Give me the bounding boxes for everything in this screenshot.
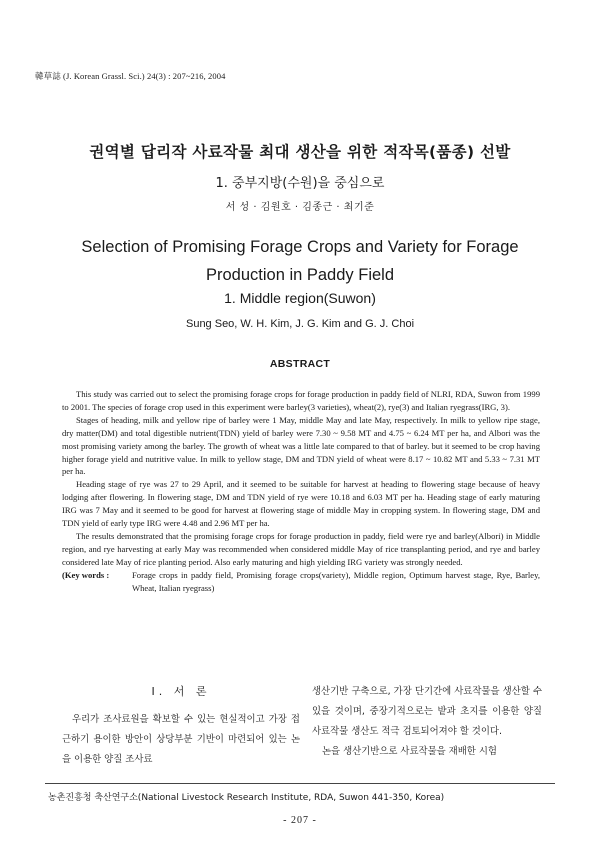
keywords-text: Forage crops in paddy field, Promising forage crops(variety), Middle region, Optimum harvest stage, Rye, Barley, Wheat, Italian ryegrass) bbox=[132, 569, 540, 593]
title-english-line-1: Selection of Promising Forage Crops and Variety for Forage bbox=[81, 238, 519, 256]
abstract-body bbox=[62, 388, 540, 595]
body-paragraph: 생산기반 구축으로, 가장 단기간에 사료작물을 생산할 수 있을 것이며, 중장기적으로는 밭과 초지를 이용한 양질 사료작물 생산도 적극 검토되어져야 할 것이다. bbox=[312, 686, 542, 737]
keywords bbox=[62, 569, 540, 595]
footnote-divider bbox=[45, 783, 555, 784]
title-english-line-2: Production in Paddy Field bbox=[205, 266, 395, 284]
page-number: - 207 - bbox=[283, 815, 317, 826]
paper-title-korean: 권역별 답리작 사료작물 최대 생산을 위한 적작목(품종) 선발 bbox=[89, 143, 511, 161]
body-column-right bbox=[312, 682, 542, 762]
body-paragraph: 우리가 조사료원을 확보할 수 있는 현실적이고 가장 접근하기 용이한 방안이 상당부분 기반이 마련되어 있는 논을 이용한 양질 조사료 bbox=[62, 714, 300, 765]
authors-english: Sung Seo, W. H. Kim, J. G. Kim and G. J. Choi bbox=[185, 318, 415, 330]
section-heading-introduction: Ⅰ. 서 론 bbox=[151, 685, 211, 698]
affiliation-footnote: 농촌진흥청 축산연구소(National Livestock Research Institute, RDA, Suwon 441-350, Korea) bbox=[48, 793, 445, 803]
paper-subtitle-korean: 1. 중부지방(수원)을 중심으로 bbox=[215, 176, 385, 191]
paper-title-english bbox=[0, 233, 600, 289]
keywords-label: (Key words : bbox=[62, 569, 110, 580]
abstract-paragraph: Stages of heading, milk and yellow ripe of barley were 1 May, middle May and late May, respectively. In milk to yellow ripe stage, dry matter(DM) and total digestible nutrient(TDN) yield of barley were 7.30 ~ 9.58 MT and 4.75 ~ 6.24 MT per ha, and Albori was the most promising variety among the barley. The growth of wheat was a little late compared to that of barley. but it seemed to be crop having higher forage yield and nutritive value. In milk to yellow stage, DM and TDN yield of wheat were 8.17 ~ 10.82 MT and 5.33 ~ 7.31 MT per ha. bbox=[62, 414, 540, 477]
abstract-heading: ABSTRACT bbox=[269, 358, 331, 370]
abstract-paragraph: Heading stage of rye was 27 to 29 April, and it seemed to be suitable for harvest at heading to flowering stage because of heavy lodging after flowering. In flowering stage, DM and TDN yield of rye were 10.18 and 6.03 MT per ha. Heading stage of early maturing IRG was 7 May and it seemed to be good for harvest at flowering stage of middle May in cropping system. In flowering stage, DM and TDN yield of early type IRG were 4.48 and 2.96 MT per ha. bbox=[62, 479, 540, 529]
abstract-paragraph: This study was carried out to select the promising forage crops for forage production in paddy field of NLRI, RDA, Suwon from 1999 to 2001. The species of forage crop used in this experiment were barley(3 varieties), wheat(2), rye(3) and Italian ryegrass(IRG, 3). bbox=[62, 389, 540, 412]
authors-korean: 서 성 · 김원호 · 김종근 · 최기준 bbox=[225, 202, 375, 213]
paper-subtitle-english: 1. Middle region(Suwon) bbox=[224, 290, 376, 306]
abstract-paragraph: The results demonstrated that the promising forage crops for forage production in paddy, field were rye and barley(Albori) in Middle region, and rye harvesting at early May was recommended when considered middle May of rice transplanting period, and rye and barley considered late May of rice planting period. Also early maturing and high yielding IRG variety was strongly needed. bbox=[62, 530, 540, 567]
journal-citation: 韓草誌 (J. Korean Grassl. Sci.) 24(3) : 207~216, 2004 bbox=[35, 71, 226, 81]
body-column-left bbox=[62, 682, 300, 770]
body-paragraph: 논을 생산기반으로 사료작물을 재배한 시험 bbox=[322, 746, 497, 757]
